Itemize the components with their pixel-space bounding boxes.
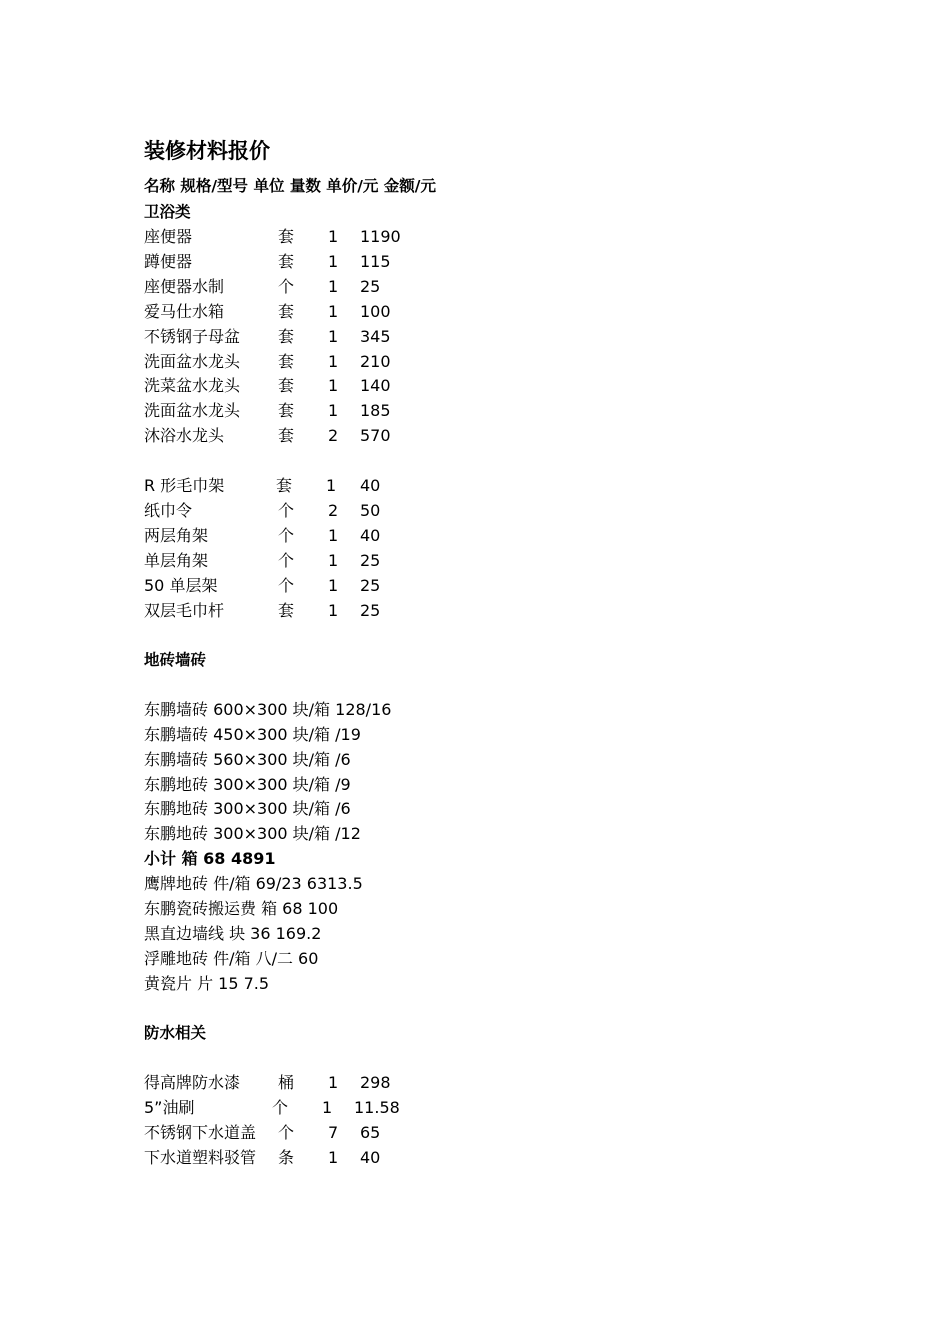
item-unit: 套 bbox=[278, 401, 295, 420]
item-qty: 2 bbox=[328, 501, 339, 520]
section-heading-waterproof: 防水相关 bbox=[144, 1024, 207, 1042]
item-unit: 套 bbox=[278, 252, 295, 271]
item-name: 爱马仕水箱 bbox=[144, 302, 225, 321]
item-price: 298 bbox=[360, 1073, 391, 1092]
tile-line: 东鹏地砖 300×300 块/箱 /12 bbox=[144, 824, 361, 843]
item-qty: 1 bbox=[328, 376, 339, 395]
item-qty: 1 bbox=[328, 526, 339, 545]
item-qty: 1 bbox=[328, 576, 339, 595]
item-price: 210 bbox=[360, 352, 391, 371]
item-name: 座便器 bbox=[144, 227, 193, 246]
item-unit: 个 bbox=[272, 1098, 289, 1117]
item-name: 50 单层架 bbox=[144, 576, 218, 595]
item-price: 40 bbox=[360, 476, 381, 495]
item-unit: 桶 bbox=[278, 1073, 295, 1092]
tile-line: 东鹏墙砖 600×300 块/箱 128/16 bbox=[144, 700, 392, 719]
item-name: 得高牌防水漆 bbox=[144, 1073, 241, 1092]
document-title: 装修材料报价 bbox=[144, 139, 270, 163]
item-name: 洗菜盆水龙头 bbox=[144, 376, 241, 395]
item-price: 115 bbox=[360, 252, 391, 271]
item-qty: 1 bbox=[328, 327, 339, 346]
item-qty: 1 bbox=[328, 551, 339, 570]
item-qty: 1 bbox=[328, 401, 339, 420]
item-qty: 1 bbox=[328, 1073, 339, 1092]
item-name: 沐浴水龙头 bbox=[144, 426, 225, 445]
item-name: 座便器水制 bbox=[144, 277, 225, 296]
item-qty: 7 bbox=[328, 1123, 339, 1142]
item-unit: 个 bbox=[278, 551, 295, 570]
tile-extra-line: 黄瓷片 片 15 7.5 bbox=[144, 974, 270, 993]
item-price: 345 bbox=[360, 327, 391, 346]
item-name: 5”油刷 bbox=[144, 1098, 195, 1117]
item-unit: 套 bbox=[278, 327, 295, 346]
item-name: 蹲便器 bbox=[144, 252, 193, 271]
item-price: 40 bbox=[360, 1148, 381, 1167]
item-price: 100 bbox=[360, 302, 391, 321]
tile-line: 东鹏墙砖 560×300 块/箱 /6 bbox=[144, 750, 351, 769]
item-price: 50 bbox=[360, 501, 381, 520]
tile-line: 东鹏地砖 300×300 块/箱 /9 bbox=[144, 775, 351, 794]
item-qty: 1 bbox=[328, 227, 339, 246]
tile-extra-line: 东鹏瓷砖搬运费 箱 68 100 bbox=[144, 899, 339, 918]
item-name: 不锈钢下水道盖 bbox=[144, 1123, 257, 1142]
item-unit: 套 bbox=[278, 302, 295, 321]
item-unit: 套 bbox=[278, 227, 295, 246]
item-qty: 1 bbox=[328, 277, 339, 296]
item-price: 1190 bbox=[360, 227, 401, 246]
item-name: 两层角架 bbox=[144, 526, 209, 545]
item-qty: 1 bbox=[328, 601, 339, 620]
item-price: 25 bbox=[360, 551, 381, 570]
item-unit: 套 bbox=[278, 426, 295, 445]
column-header-row: 名称 规格/型号 单位 量数 单价/元 金额/元 bbox=[144, 177, 436, 195]
item-unit: 套 bbox=[278, 376, 295, 395]
item-unit: 个 bbox=[278, 1123, 295, 1142]
item-name: 单层角架 bbox=[144, 551, 209, 570]
item-unit: 套 bbox=[278, 601, 295, 620]
tile-extra-line: 鹰牌地砖 件/箱 69/23 6313.5 bbox=[144, 874, 363, 893]
item-price: 25 bbox=[360, 576, 381, 595]
section-heading-bathroom: 卫浴类 bbox=[144, 203, 191, 221]
item-qty: 1 bbox=[328, 1148, 339, 1167]
item-price: 65 bbox=[360, 1123, 381, 1142]
item-name: 下水道塑料驳管 bbox=[144, 1148, 257, 1167]
item-name: 洗面盆水龙头 bbox=[144, 401, 241, 420]
item-unit: 个 bbox=[278, 501, 295, 520]
item-price: 140 bbox=[360, 376, 391, 395]
tile-extra-line: 黑直边墙线 块 36 169.2 bbox=[144, 924, 322, 943]
item-unit: 套 bbox=[278, 352, 295, 371]
item-qty: 1 bbox=[326, 476, 337, 495]
subtotal-line: 小计 箱 68 4891 bbox=[144, 849, 276, 868]
item-qty: 2 bbox=[328, 426, 339, 445]
item-name: 双层毛巾杆 bbox=[144, 601, 225, 620]
item-unit: 个 bbox=[278, 526, 295, 545]
item-price: 25 bbox=[360, 277, 381, 296]
tile-line: 东鹏墙砖 450×300 块/箱 /19 bbox=[144, 725, 361, 744]
item-price: 40 bbox=[360, 526, 381, 545]
item-name: R 形毛巾架 bbox=[144, 476, 225, 495]
item-name: 不锈钢子母盆 bbox=[144, 327, 241, 346]
item-unit: 个 bbox=[278, 277, 295, 296]
tile-extra-line: 浮雕地砖 件/箱 八/二 60 bbox=[144, 949, 319, 968]
item-price: 25 bbox=[360, 601, 381, 620]
item-qty: 1 bbox=[328, 352, 339, 371]
item-qty: 1 bbox=[322, 1098, 333, 1117]
item-unit: 个 bbox=[278, 576, 295, 595]
item-unit: 套 bbox=[276, 476, 293, 495]
item-unit: 条 bbox=[278, 1148, 295, 1167]
item-price: 185 bbox=[360, 401, 391, 420]
item-name: 纸巾令 bbox=[144, 501, 193, 520]
item-name: 洗面盆水龙头 bbox=[144, 352, 241, 371]
item-qty: 1 bbox=[328, 302, 339, 321]
item-price: 11.58 bbox=[354, 1098, 400, 1117]
item-price: 570 bbox=[360, 426, 391, 445]
item-qty: 1 bbox=[328, 252, 339, 271]
tile-line: 东鹏地砖 300×300 块/箱 /6 bbox=[144, 799, 351, 818]
section-heading-tiles: 地砖墙砖 bbox=[144, 651, 207, 669]
